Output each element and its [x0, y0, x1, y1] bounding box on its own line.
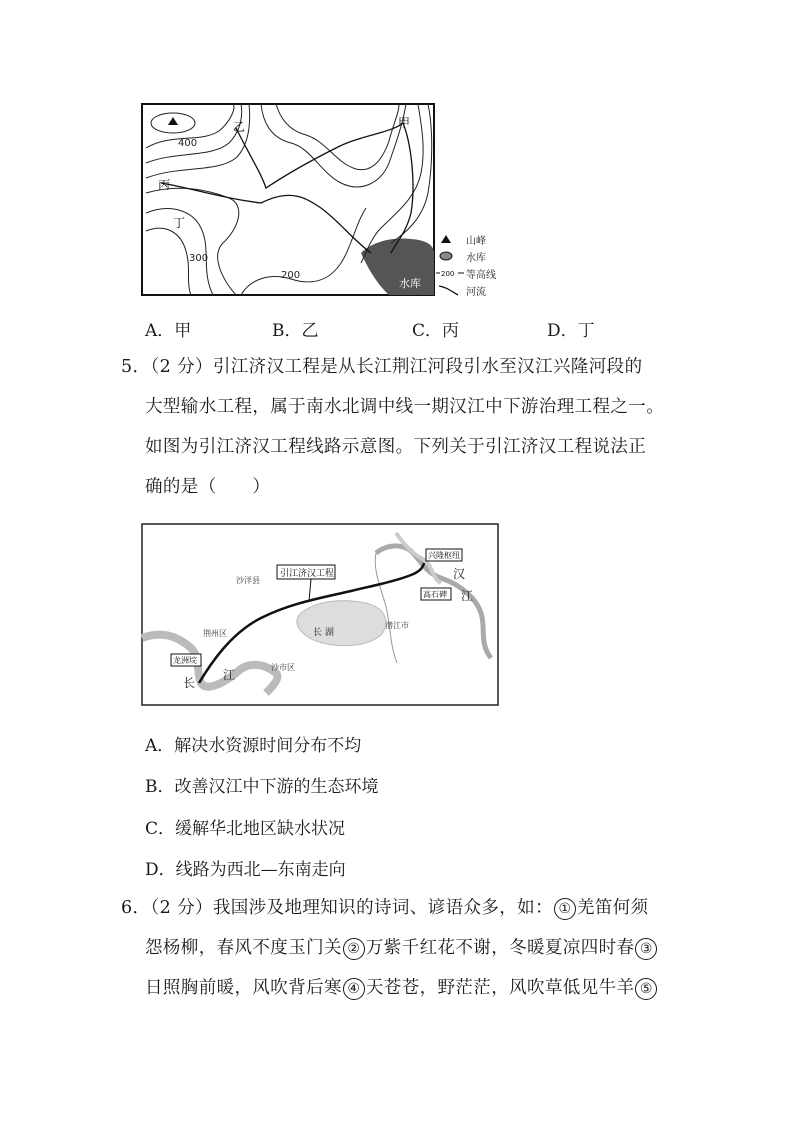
svg-text:200: 200 [441, 270, 455, 278]
question-6-line-3: 日照胸前暖，风吹背后寒 ④ 天苍苍，野茫茫，风吹草低见牛羊 ⑤ [121, 968, 658, 1008]
legend-item-river: 河流 [436, 283, 486, 297]
reservoir-label: 水库 [399, 277, 421, 290]
legend-item-reservoir: 水库 [436, 249, 486, 263]
point-yi: 乙 [233, 120, 246, 134]
question-5-line-1: 5．（2 分）引江济汉工程是从长江荆江河段引水至汉江兴隆河段的 [121, 357, 643, 377]
svg-text:龙洲垸: 龙洲垸 [173, 656, 197, 665]
item-marker-3: ③ [635, 938, 657, 960]
question-5-line-3: 如图为引江济汉工程线路示意图。下列关于引江济汉工程说法正 [145, 437, 647, 457]
point-ding: 丁 [173, 216, 186, 230]
label-box-gaoshibei [421, 588, 451, 600]
label-shayang: 沙洋县 [236, 576, 260, 585]
label-chang: 长 [183, 676, 196, 690]
question-6-stem [121, 888, 658, 1008]
item-marker-2: ② [343, 938, 365, 960]
route-map [141, 523, 499, 706]
label-box-xinglong [426, 549, 462, 561]
question-4-options [0, 316, 794, 340]
question-5-option-a[interactable]: A．解决水资源时间分布不均 [145, 736, 362, 756]
legend-item-contour: 200 等高线 [436, 266, 496, 280]
river-icon [436, 283, 464, 297]
contour-label-300: 300 [189, 253, 209, 264]
contour-map [141, 103, 435, 296]
label-chang-jiang: 江 [223, 668, 236, 682]
label-han: 汉 [453, 567, 466, 581]
svg-text:兴隆枢纽: 兴隆枢纽 [428, 551, 460, 560]
label-qianjiang: 潜江市 [385, 621, 409, 630]
question-5-option-b[interactable]: B．改善汉江中下游的生态环境 [145, 777, 379, 797]
option-c[interactable]: C．丙 [412, 321, 460, 341]
question-5-line-4: 确的是（ ） [145, 477, 271, 497]
label-han-jiang: 江 [461, 589, 474, 603]
question-5-option-d[interactable]: D．线路为西北—东南走向 [145, 860, 346, 880]
contour-line-icon [436, 266, 464, 280]
point-bing: 丙 [158, 178, 171, 192]
map-legend [436, 232, 526, 302]
svg-text:高石碑: 高石碑 [423, 590, 447, 599]
label-shashi: 沙市区 [271, 663, 295, 672]
point-jia: 甲 [398, 116, 411, 130]
option-d[interactable]: D．丁 [547, 321, 595, 341]
question-5-option-c[interactable]: C．缓解华北地区缺水状况 [145, 819, 346, 839]
option-a[interactable]: A．甲 [145, 321, 192, 341]
reservoir-icon [436, 249, 464, 263]
item-marker-4: ④ [343, 978, 365, 1000]
option-b[interactable]: B．乙 [272, 321, 319, 341]
question-5-stem [121, 347, 664, 507]
label-changhu: 长 湖 [313, 628, 334, 638]
question-5-line-2: 大型输水工程，属于南水北调中线一期汉江中下游治理工程之一。 [145, 397, 665, 417]
item-marker-1: ① [554, 898, 576, 920]
question-6-line-1: 6．（2 分）我国涉及地理知识的诗词、谚语众多，如： ① 羌笛何须 [121, 898, 649, 918]
svg-text:引江济汉工程: 引江济汉工程 [280, 569, 335, 579]
item-marker-5: ⑤ [635, 978, 657, 1000]
contour-label-400: 400 [178, 138, 198, 149]
label-jingzhou: 荆州区 [203, 629, 227, 638]
triangle-icon [436, 232, 464, 246]
legend-item-peak: 山峰 [436, 232, 486, 246]
question-6-line-2: 怨杨柳，春风不度玉门关 ② 万紫千红花不谢，冬暖夏凉四时春 ③ [121, 928, 658, 968]
label-box-longzhou [171, 654, 201, 666]
contour-label-200: 200 [281, 270, 301, 281]
